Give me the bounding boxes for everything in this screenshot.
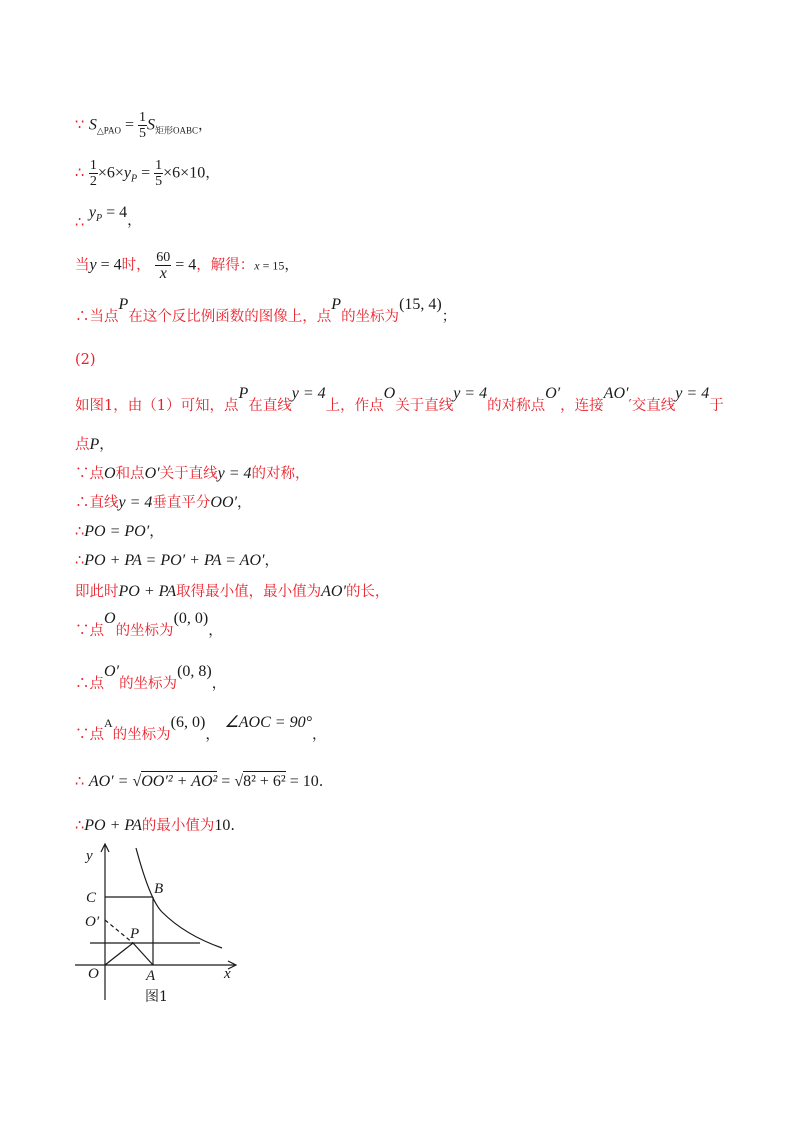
line-10: ∴直线y = 4垂直平分OO′， [75,494,252,511]
line-3: ∴ $y_P = 4$， [75,204,142,231]
fraction: $\frac{60}{x}$ [156,250,171,282]
line-18: ∴PO + PA的最小值为10. [75,817,235,834]
line-7: 如图1，由（1）可知，点P在直线y = 4上，作点O关于直线y = 4的对称点O′，连接AO′′交直线y = 4于 [75,385,724,414]
line-11: ∴PO = PO′， [75,523,164,540]
line-8: 点P， [75,436,114,453]
label-o: O [88,966,99,982]
label-p: P [130,926,140,942]
line-15: ∴点O′的坐标为(0, 8)， [75,663,227,692]
line-5: ∴当点P在这个反比例函数的图像上，点P的坐标为(15, 4)； [75,296,457,325]
line-1: ∵ $S_{\triangle PAO}$ = $\frac{1}{5}$ $S_{矩形OABC}$， [75,110,213,141]
part-label: (2) [75,352,96,368]
label-c: C [86,890,97,906]
line-4: 当y = 4时， $\frac{60}{x}$ = 4，解得：x = 15， [75,250,299,282]
label-y: y [86,848,93,864]
segment-o2p-dashed [105,920,133,943]
fraction: $\frac{1}{5}$ [155,158,163,189]
line-13: 即此时PO + PA取得最小值，最小值为AO′的长， [75,583,390,600]
line-12: ∴PO + PA = PO′ + PA = AO′， [75,552,280,569]
line-17: ∴ AO′ = √OO′² + AO² = √8² + 6² = 10. [75,773,324,790]
hyperbola [136,848,222,948]
line-9: ∵点O和点O′关于直线y = 4的对称， [75,465,310,482]
line-14: ∵点O的坐标为(0, 0)， [75,610,223,639]
segment-po [105,943,133,965]
line-2: ∴ $\frac{1}{2}$ $\times 6\times y_P$ = $\frac{1}{5}$ ×6×10， [75,158,220,189]
figure-caption: 图1 [145,989,168,1005]
fraction: $\frac{1}{2}$ [89,158,97,189]
fraction: $\frac{1}{5}$ [138,110,146,141]
label-o-prime: O′ [85,914,100,930]
label-a: A [146,968,156,984]
line-16: ∵点$^A$的坐标为(6, 0)， ∠AOC = 90°， [75,714,327,743]
label-x: x [224,966,231,982]
label-b: B [154,881,164,897]
segment-pa [133,943,153,965]
